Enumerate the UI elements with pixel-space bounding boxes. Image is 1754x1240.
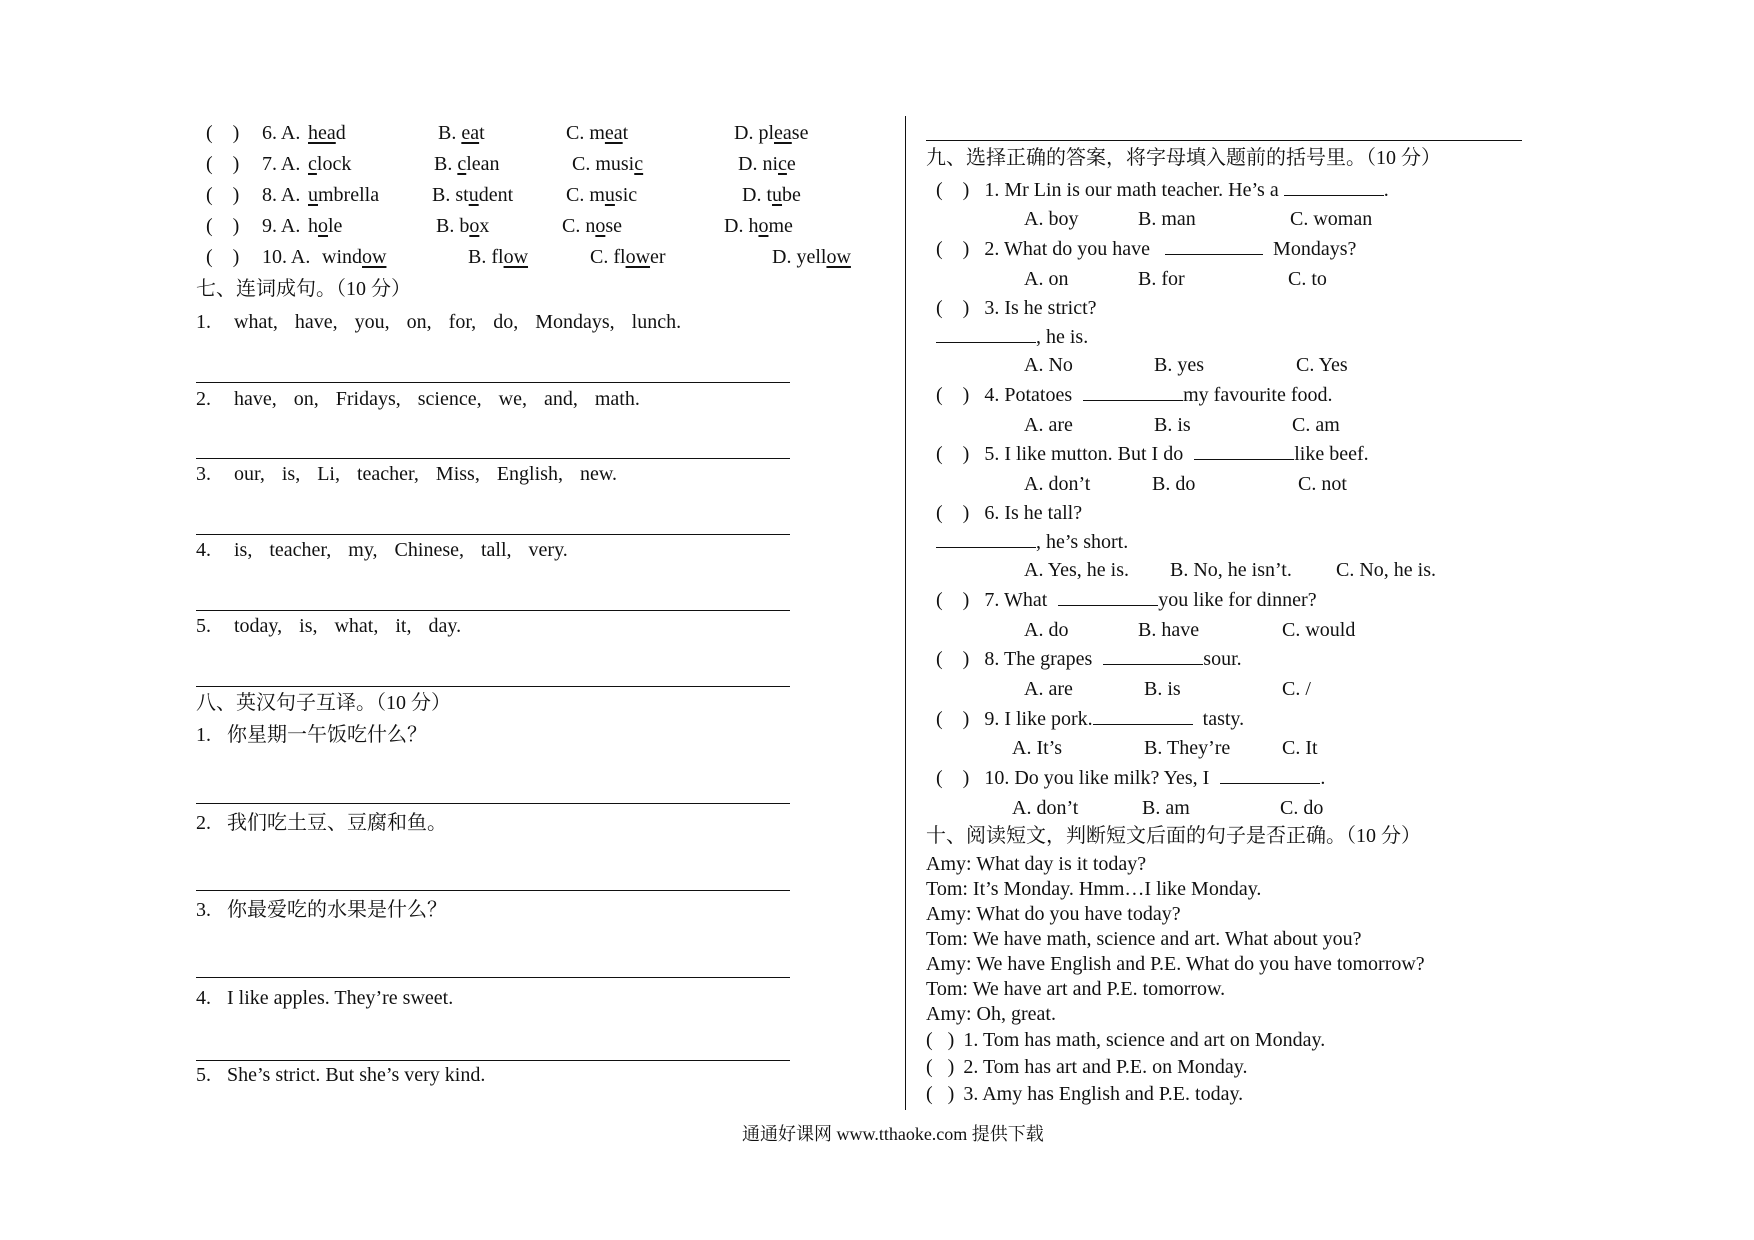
answer-paren[interactable]: ( )	[206, 122, 240, 144]
option-b: B. is	[1154, 414, 1191, 436]
answer-paren[interactable]: ( )	[926, 1056, 955, 1078]
dialogue-line: Amy: What do you have today?	[926, 903, 1181, 925]
option-c: C. music	[572, 153, 644, 175]
item-number: 5.	[196, 615, 211, 637]
judge-item: ( ) 1. Tom has math, science and art on Monday.	[926, 1029, 1326, 1051]
item-number: 3.	[196, 463, 211, 485]
mc-question: ( ) 4. Potatoes my favourite food.	[936, 384, 1333, 406]
words: what, have, you, on, for, do, Mondays, lunch.	[234, 311, 682, 333]
section-9-title: 九、选择正确的答案，将字母填入题前的括号里。（10 分）	[926, 147, 1441, 169]
mc-question: ( ) 5. I like mutton. But I do like beef.	[936, 443, 1369, 465]
option-b: B. box	[436, 215, 490, 237]
option-c: C. do	[1280, 797, 1324, 819]
phonics-row	[206, 120, 866, 146]
option-c: C. It	[1282, 737, 1318, 759]
dialogue-line: Amy: We have English and P.E. What do you have tomorrow?	[926, 953, 1425, 975]
fill-blank[interactable]	[936, 324, 1036, 343]
option-a: A. It’s	[1012, 737, 1062, 759]
option-a: umbrella	[308, 184, 380, 206]
option-d: D. yellow	[772, 246, 851, 268]
answer-line[interactable]	[196, 534, 790, 535]
section-10-title: 十、阅读短文，判断短文后面的句子是否正确。（10 分）	[926, 825, 1421, 847]
question-number: 10. A.	[262, 246, 311, 268]
answer-paren[interactable]: ( )	[926, 1029, 955, 1051]
option-b: B. clean	[434, 153, 500, 175]
fill-blank[interactable]	[936, 529, 1036, 548]
mc-question: ( ) 7. What you like for dinner?	[936, 589, 1317, 611]
dialogue-line: Tom: We have art and P.E. tomorrow.	[926, 978, 1226, 1000]
item-number: 4.	[196, 539, 211, 561]
word-list	[196, 386, 640, 412]
translate-item: 4. I like apples. They’re sweet.	[196, 987, 454, 1009]
answer-paren[interactable]: ( )	[936, 179, 970, 201]
translate-item: 2. 我们吃土豆、豆腐和鱼。	[196, 812, 447, 834]
dialogue-line: Amy: What day is it today?	[926, 853, 1147, 875]
option-b: B. is	[1144, 678, 1181, 700]
mc-question: ( ) 2. What do you have Mondays?	[936, 238, 1357, 260]
option-b: B. have	[1138, 619, 1200, 641]
words: have, on, Fridays, science, we, and, math.	[234, 388, 640, 410]
dialogue-line: Tom: We have math, science and art. What about you?	[926, 928, 1362, 950]
option-b: B. They’re	[1144, 737, 1231, 759]
fill-blank[interactable]	[1165, 236, 1263, 255]
option-c: C. am	[1292, 414, 1340, 436]
mc-question: ( ) 10. Do you like milk? Yes, I .	[936, 767, 1326, 789]
fill-blank[interactable]	[1103, 646, 1203, 665]
answer-line[interactable]	[196, 890, 790, 891]
fill-blank[interactable]	[1194, 441, 1294, 460]
option-a: A. do	[1024, 619, 1069, 641]
word-list	[196, 613, 461, 639]
option-d: D. please	[734, 122, 809, 144]
answer-line[interactable]	[196, 686, 790, 687]
answer-line[interactable]	[196, 1060, 790, 1061]
fill-blank[interactable]	[1083, 382, 1183, 401]
answer-paren[interactable]: ( )	[206, 246, 240, 268]
option-a: head	[308, 122, 346, 144]
fill-blank[interactable]	[1220, 765, 1320, 784]
answer-line[interactable]	[196, 458, 790, 459]
option-c: C. music	[566, 184, 638, 206]
mc-question: ( ) 1. Mr Lin is our math teacher. He’s a .	[936, 179, 1389, 201]
dialogue-line: Amy: Oh, great.	[926, 1003, 1056, 1025]
option-c: C. nose	[562, 215, 623, 237]
answer-paren[interactable]: ( )	[936, 443, 970, 465]
option-c: C. flower	[590, 246, 666, 268]
option-c: C. not	[1298, 473, 1347, 495]
section-7-title: 七、连词成句。（10 分）	[196, 278, 411, 300]
option-c: C. to	[1288, 268, 1327, 290]
item-number: 2.	[196, 388, 211, 410]
answer-paren[interactable]: ( )	[206, 184, 240, 206]
option-c: C. Yes	[1296, 354, 1348, 376]
answer-paren[interactable]: ( )	[926, 1083, 955, 1105]
option-b: B. do	[1152, 473, 1196, 495]
option-c: C. woman	[1290, 208, 1373, 230]
answer-paren[interactable]: ( )	[936, 297, 970, 319]
mc-question: ( ) 8. The grapes sour.	[936, 648, 1242, 670]
option-b: B. student	[432, 184, 514, 206]
answer-line[interactable]	[196, 382, 790, 383]
answer-line-row: , he’s short.	[936, 529, 1128, 555]
word-list	[196, 309, 681, 335]
option-b: B. for	[1138, 268, 1185, 290]
section-8-title: 八、英汉句子互译。（10 分）	[196, 692, 451, 714]
phonics-row	[206, 244, 866, 270]
option-d: D. nice	[738, 153, 796, 175]
judge-item: ( ) 3. Amy has English and P.E. today.	[926, 1083, 1244, 1105]
option-c: C. /	[1282, 678, 1311, 700]
dialogue-line: Tom: It’s Monday. Hmm…I like Monday.	[926, 878, 1262, 900]
option-c: C. would	[1282, 619, 1356, 641]
option-a: A. are	[1024, 414, 1073, 436]
option-c: C. No, he is.	[1336, 559, 1436, 581]
option-a: hole	[308, 215, 343, 237]
option-b: B. eat	[438, 122, 485, 144]
words: our, is, Li, teacher, Miss, English, new.	[234, 463, 617, 485]
mc-question: ( ) 3. Is he strict?	[936, 297, 1097, 319]
answer-paren[interactable]: ( )	[936, 767, 970, 789]
translate-item: 5. She’s strict. But she’s very kind.	[196, 1064, 486, 1086]
judge-item: ( ) 2. Tom has art and P.E. on Monday.	[926, 1056, 1248, 1078]
option-a: A. No	[1024, 354, 1073, 376]
option-b: B. flow	[468, 246, 529, 268]
footer-source: 通通好课网 www.tthaoke.com 提供下载	[742, 1124, 1044, 1144]
answer-paren[interactable]: ( )	[936, 648, 970, 670]
option-a: A. on	[1024, 268, 1069, 290]
option-a: window	[322, 246, 387, 268]
question-number: 9. A.	[262, 215, 301, 237]
fill-blank[interactable]	[1058, 587, 1158, 606]
fill-blank[interactable]	[1284, 177, 1384, 196]
answer-paren[interactable]: ( )	[936, 708, 970, 730]
answer-paren[interactable]: ( )	[936, 502, 970, 524]
question-number: 8. A.	[262, 184, 301, 206]
word-list	[196, 537, 568, 563]
mc-question: ( ) 6. Is he tall?	[936, 502, 1083, 524]
words: is, teacher, my, Chinese, tall, very.	[234, 539, 568, 561]
option-a: A. are	[1024, 678, 1073, 700]
top-rule	[926, 140, 1522, 141]
option-d: D. tube	[742, 184, 801, 206]
answer-line[interactable]	[196, 803, 790, 804]
question-number: 6. A.	[262, 122, 301, 144]
word-list	[196, 461, 617, 487]
item-number: 1.	[196, 311, 211, 333]
answer-line[interactable]	[196, 977, 790, 978]
option-a: A. don’t	[1012, 797, 1079, 819]
option-a: clock	[308, 153, 352, 175]
answer-paren[interactable]: ( )	[936, 384, 970, 406]
option-a: A. boy	[1024, 208, 1079, 230]
option-a: A. Yes, he is.	[1024, 559, 1130, 581]
phonics-row	[206, 151, 866, 177]
translate-item: 1. 你星期一午饭吃什么？	[196, 724, 427, 746]
words: today, is, what, it, day.	[234, 615, 462, 637]
phonics-row	[206, 213, 866, 239]
fill-blank[interactable]	[1093, 706, 1193, 725]
option-c: C. meat	[566, 122, 629, 144]
phonics-row	[206, 182, 866, 208]
option-d: D. home	[724, 215, 793, 237]
answer-line[interactable]	[196, 610, 790, 611]
question-number: 7. A.	[262, 153, 301, 175]
answer-line-row: , he is.	[936, 324, 1088, 350]
option-b: B. man	[1138, 208, 1196, 230]
option-b: B. No, he isn’t.	[1170, 559, 1292, 581]
answer-paren[interactable]: ( )	[936, 589, 970, 611]
option-b: B. yes	[1154, 354, 1204, 376]
column-divider	[905, 116, 906, 1110]
answer-paren[interactable]: ( )	[206, 215, 240, 237]
answer-paren[interactable]: ( )	[206, 153, 240, 175]
translate-item: 3. 你最爱吃的水果是什么？	[196, 899, 447, 921]
option-b: B. am	[1142, 797, 1190, 819]
mc-question: ( ) 9. I like pork. tasty.	[936, 708, 1245, 730]
option-a: A. don’t	[1024, 473, 1091, 495]
answer-paren[interactable]: ( )	[936, 238, 970, 260]
